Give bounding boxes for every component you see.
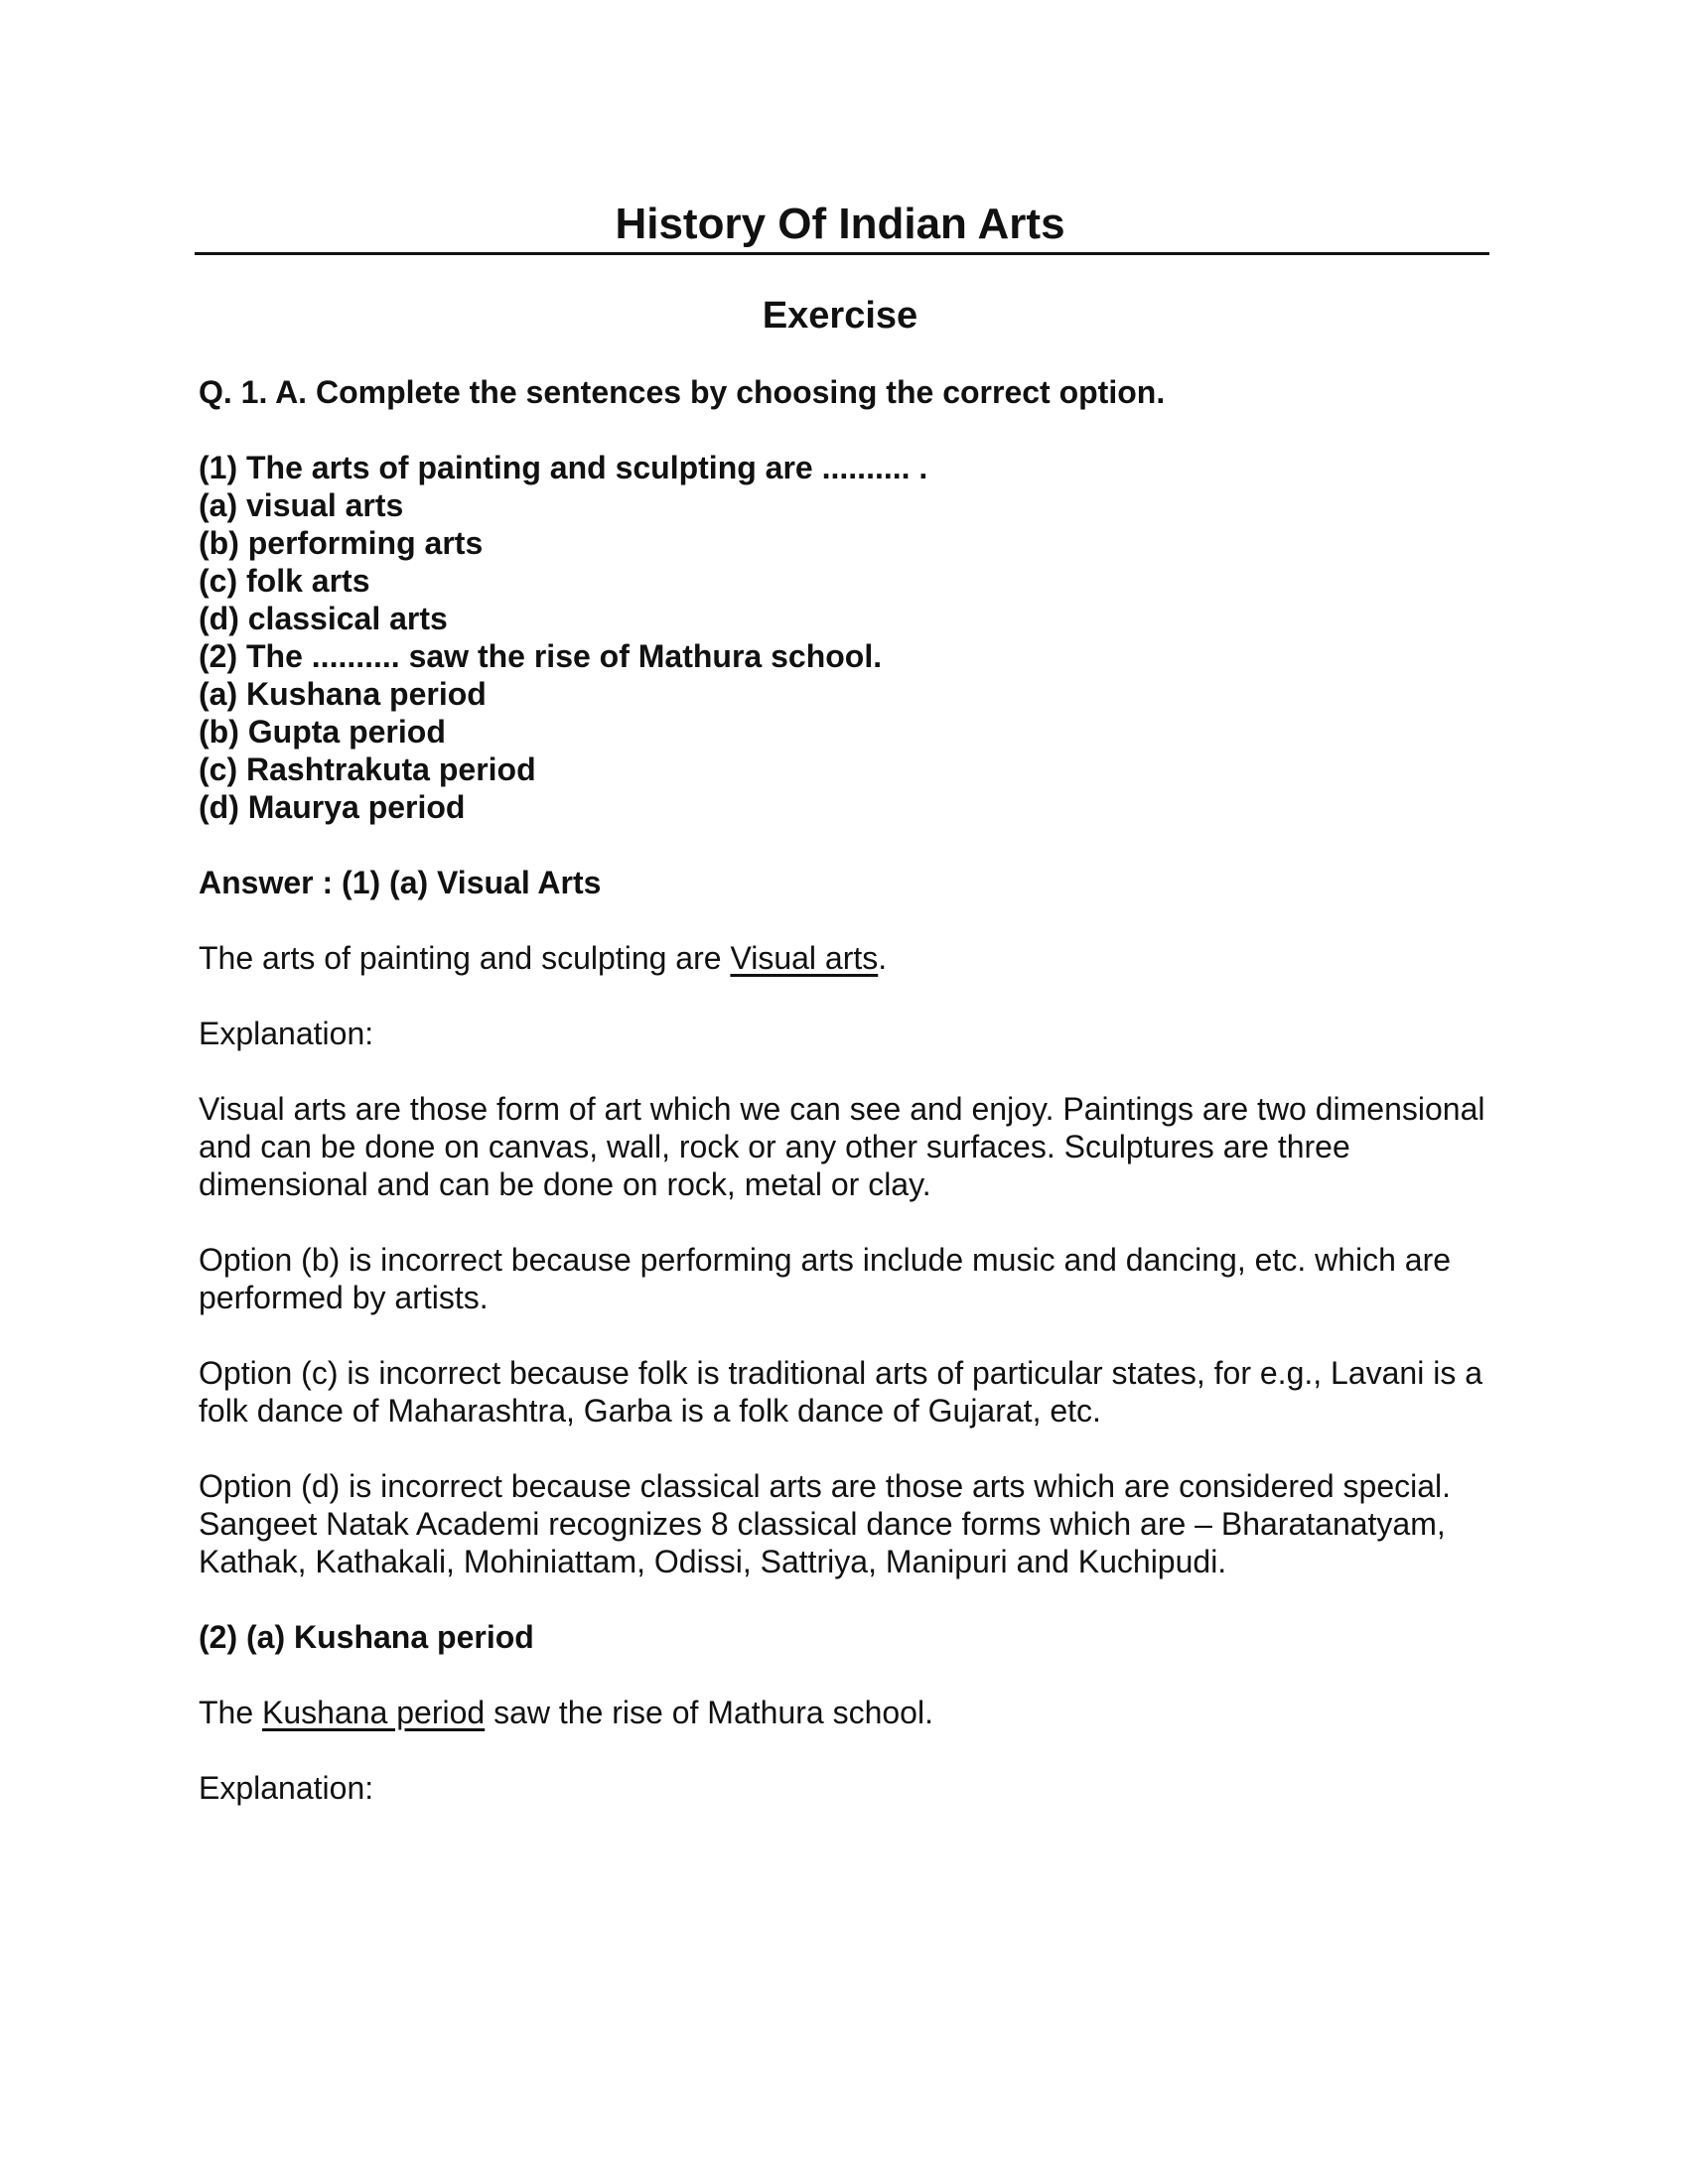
answer-2-sentence-after: saw the rise of Mathura school. — [485, 1695, 933, 1730]
question-1-option-d: (d) classical arts — [199, 601, 448, 636]
question-2-stem: (2) The .......... saw the rise of Mathura school. — [199, 638, 883, 674]
title-underline-rule — [195, 252, 1489, 255]
explanation-paragraph: Option (c) is incorrect because folk is traditional arts of particular states, for e.g., Lavani is a folk dance of Maharashtra, Garba is a folk dance of Gujarat, etc. — [199, 1355, 1483, 1429]
answer-1-sentence — [199, 939, 1489, 977]
question-1-option-b: (b) performing arts — [199, 525, 484, 561]
document-title: History Of Indian Arts — [615, 200, 1065, 248]
section-heading: Exercise — [762, 295, 918, 337]
answer-2-heading: (2) (a) Kushana period — [199, 1619, 534, 1655]
question-2-option-d: (d) Maurya period — [199, 789, 466, 825]
explanation-paragraph: Option (b) is incorrect because performing arts include music and dancing, etc. which are performed by artists. — [199, 1242, 1452, 1315]
answer-1-underlined-answer: Visual arts — [730, 940, 879, 976]
explanation-paragraph: Visual arts are those form of art which we can see and enjoy. Paintings are two dimensional and can be done on canvas, wall, rock or any other surfaces. Sculptures are three dimensional and can be done on rock, metal or clay. — [199, 1091, 1485, 1202]
answer-2-explanation-label: Explanation: — [199, 1770, 374, 1806]
question-2-option-c: (c) Rashtrakuta period — [199, 751, 536, 787]
explanation-paragraph: Option (d) is incorrect because classical arts are those arts which are considered special. Sangeet Natak Academi recognizes 8 classical dance forms which are – Bharatanatyam, Kathak, Kathakali, Mohiniattam, Odissi, Sattriya, Manipuri and Kuchipudi. — [199, 1468, 1452, 1579]
question-2-option-b: (b) Gupta period — [199, 714, 446, 750]
answer-1-sentence-before: The arts of painting and sculpting are — [199, 940, 731, 976]
answer-2-sentence-before: The — [199, 1695, 263, 1730]
answer-2-sentence — [199, 1694, 1489, 1731]
answer-2-underlined-answer: Kushana period — [262, 1695, 486, 1730]
question-1-block — [199, 449, 1489, 826]
question-heading: Q. 1. A. Complete the sentences by choosing the correct option. — [199, 374, 1166, 410]
question-2-option-a: (a) Kushana period — [199, 676, 487, 712]
question-1-option-c: (c) folk arts — [199, 563, 370, 599]
document-body — [199, 373, 1489, 1807]
question-1-option-a: (a) visual arts — [199, 487, 404, 523]
answer-1-sentence-after: . — [878, 940, 888, 976]
answer-1-explanation-label: Explanation: — [199, 1016, 374, 1051]
answer-1-heading: Answer : (1) (a) Visual Arts — [199, 865, 602, 900]
question-1-stem: (1) The arts of painting and sculpting are .......... . — [199, 450, 928, 485]
